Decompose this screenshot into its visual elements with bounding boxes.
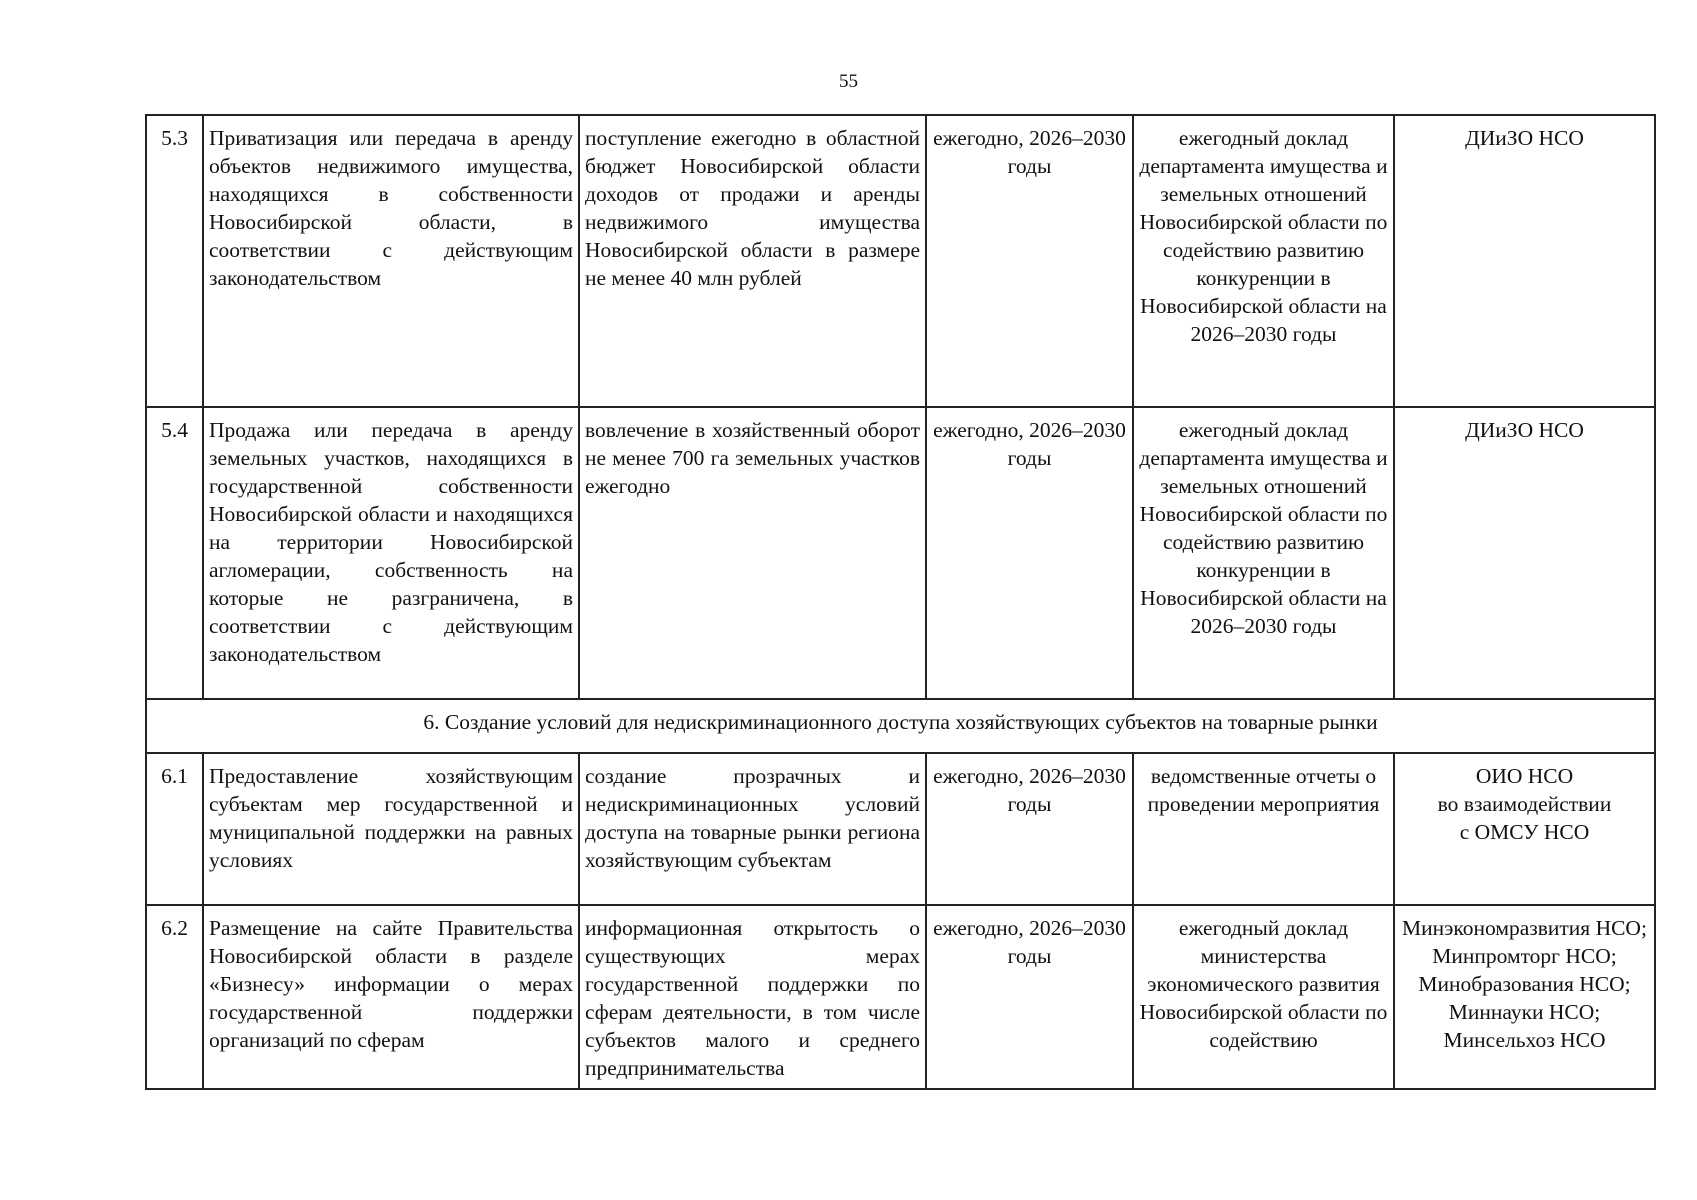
term-cell: ежегодно, 2026–2030 годы: [926, 753, 1133, 905]
action-cell: Продажа или передача в аренду земельных участков, находящихся в государственной собственности Новосибирской области и находящихся на территории Новосибирской агломерации, собственность на которые не разграничена, в соответствии с действующим законодательством: [203, 407, 579, 699]
table-row: [146, 753, 1655, 905]
responsible-cell: [1394, 905, 1655, 1089]
responsible-cell: [1394, 753, 1655, 905]
responsible-cell: [1394, 115, 1655, 407]
result-cell: информационная открытость о существующих мерах государственной поддержки по сферам деятельности, в том числе субъектов малого и среднего предпринимательства: [579, 905, 926, 1089]
responsible-line: Минпромторг НСО;: [1432, 944, 1617, 968]
table-row: [146, 115, 1655, 407]
responsible-line: ОИО НСО: [1475, 764, 1574, 788]
row-number: 6.2: [146, 905, 203, 1089]
measures-table: [145, 114, 1656, 1090]
responsible-line: Минсельхоз НСО: [1443, 1028, 1606, 1052]
responsible-line: Миннауки НСО;: [1448, 1000, 1601, 1024]
responsible-line: ДИиЗО НСО: [1465, 126, 1584, 150]
document-cell: ежегодный доклад министерства экономического развития Новосибирской области по содействию: [1133, 905, 1394, 1089]
responsible-cell: [1394, 407, 1655, 699]
page-number: 55: [839, 71, 858, 92]
row-number: 6.1: [146, 753, 203, 905]
document-cell: ведомственные отчеты о проведении мероприятия: [1133, 753, 1394, 905]
document-cell: ежегодный доклад департамента имущества и земельных отношений Новосибирской области по содействию развитию конкуренции в Новосибирской области на 2026–2030 годы: [1133, 115, 1394, 407]
result-cell: вовлечение в хозяйственный оборот не менее 700 га земельных участков ежегодно: [579, 407, 926, 699]
responsible-line: Минобразования НСО;: [1418, 972, 1631, 996]
term-cell: ежегодно, 2026–2030 годы: [926, 115, 1133, 407]
section-heading: 6. Создание условий для недискриминационного доступа хозяйствующих субъектов на товарные рынки: [146, 699, 1655, 753]
responsible-line: во взаимодействии: [1437, 792, 1612, 816]
table-row: [146, 407, 1655, 699]
result-cell: создание прозрачных и недискриминационных условий доступа на товарные рынки региона хозяйствующим субъектам: [579, 753, 926, 905]
document-cell: ежегодный доклад департамента имущества и земельных отношений Новосибирской области по содействию развитию конкуренции в Новосибирской области на 2026–2030 годы: [1133, 407, 1394, 699]
term-cell: ежегодно, 2026–2030 годы: [926, 407, 1133, 699]
responsible-line: с ОМСУ НСО: [1459, 820, 1590, 844]
action-cell: Предоставление хозяйствующим субъектам мер государственной и муниципальной поддержки на равных условиях: [203, 753, 579, 905]
action-cell: Размещение на сайте Правительства Новосибирской области в разделе «Бизнесу» информации о мерах государственной поддержки организаций по сферам: [203, 905, 579, 1089]
result-cell: поступление ежегодно в областной бюджет Новосибирской области доходов от продажи и аренды недвижимого имущества Новосибирской области в размере не менее 40 млн рублей: [579, 115, 926, 407]
term-cell: ежегодно, 2026–2030 годы: [926, 905, 1133, 1089]
responsible-line: ДИиЗО НСО: [1465, 418, 1584, 442]
row-number: 5.4: [146, 407, 203, 699]
action-cell: Приватизация или передача в аренду объектов недвижимого имущества, находящихся в собственности Новосибирской области, в соответствии с действующим законодательством: [203, 115, 579, 407]
table-row: [146, 905, 1655, 1089]
row-number: 5.3: [146, 115, 203, 407]
responsible-line: Минэкономразвития НСО;: [1402, 916, 1647, 940]
section-heading-row: [146, 699, 1655, 753]
